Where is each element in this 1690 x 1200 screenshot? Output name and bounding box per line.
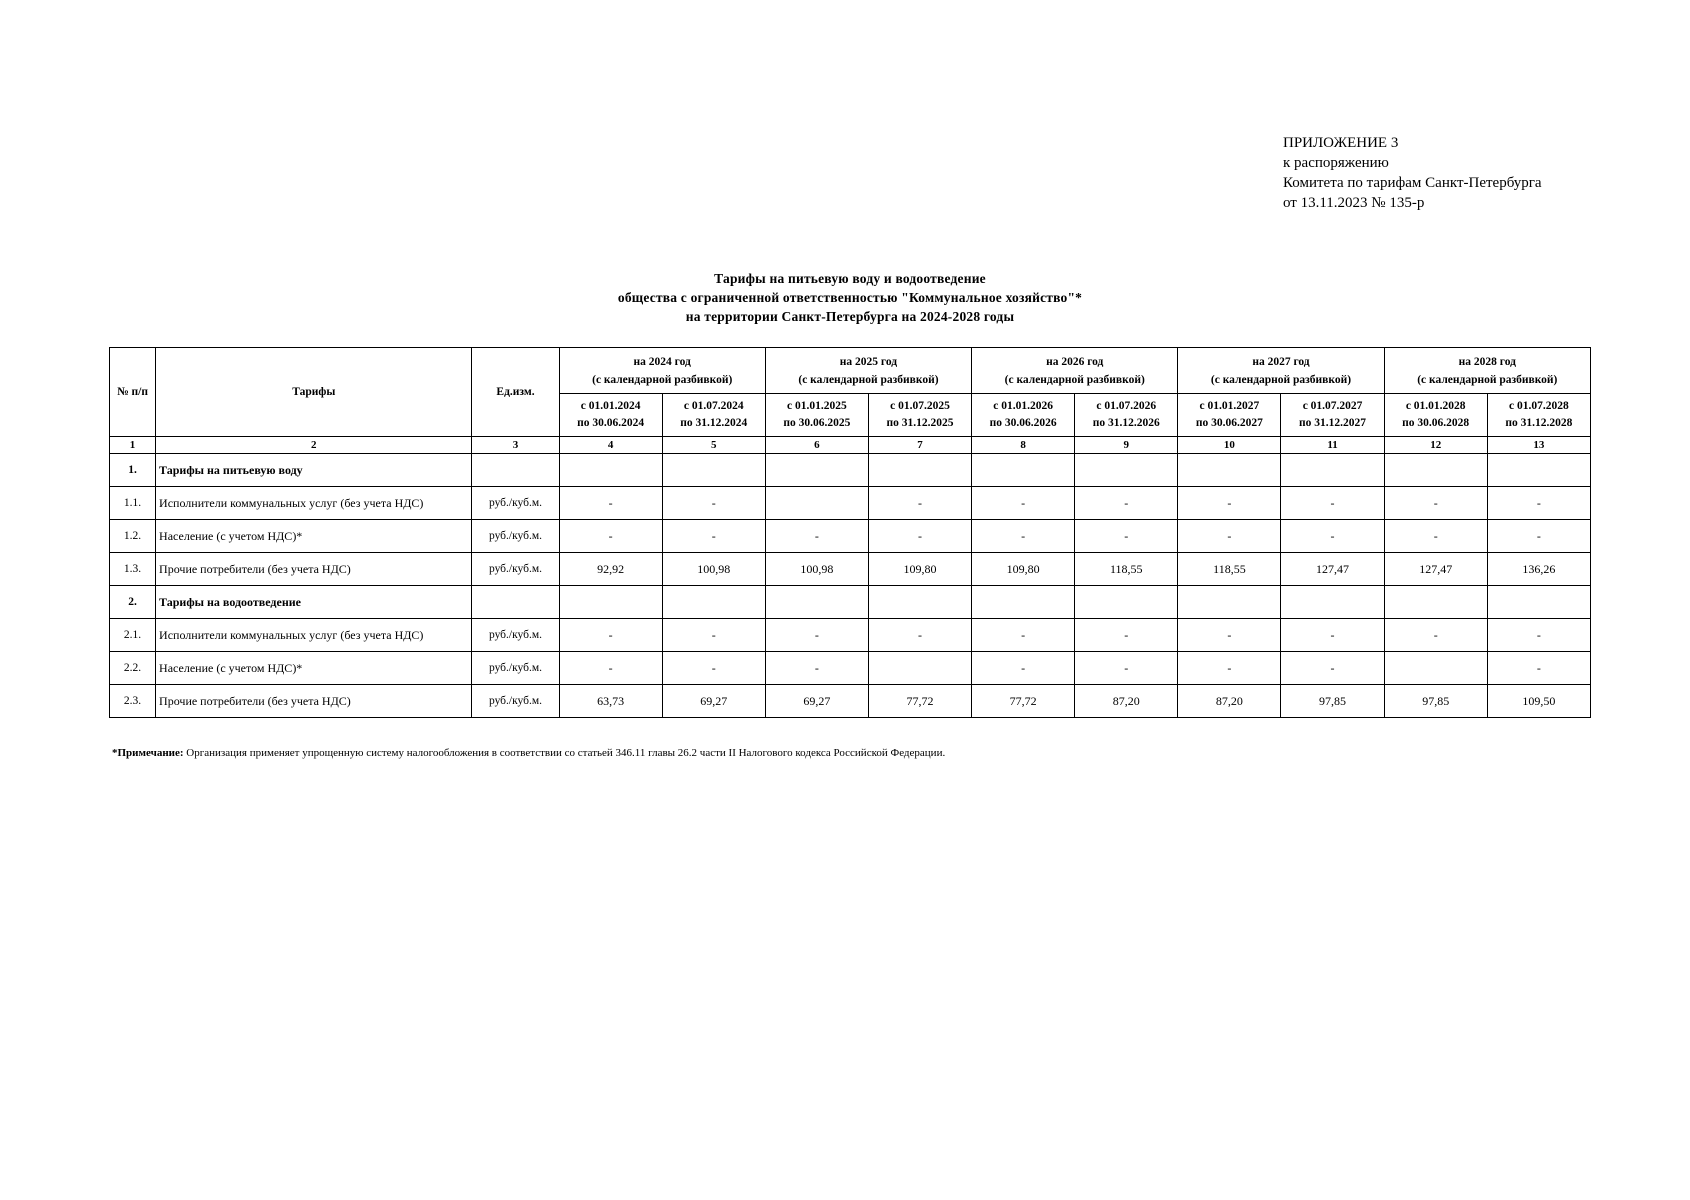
tariff-value: - [559, 619, 662, 652]
tariff-value [1384, 454, 1487, 487]
header-year [1178, 348, 1384, 394]
tariff-value: 87,20 [1075, 685, 1178, 718]
tariff-value: 118,55 [1178, 553, 1281, 586]
column-number-row [110, 437, 1591, 454]
column-number: 13 [1487, 437, 1590, 454]
document-title [110, 269, 1590, 326]
appendix-line: к распоряжению [1283, 155, 1389, 171]
tariff-value: - [765, 520, 868, 553]
period-from: с 01.07.2026 [1096, 400, 1157, 412]
column-number: 1 [110, 437, 156, 454]
row-name: Исполнители коммунальных услуг (без учета НДС) [156, 487, 472, 520]
footnote-text: Организация применяет упрощенную систему налогообложения в соответствии со статьей 346.11 главы 26.2 части II Налогового кодекса Российской Федерации. [183, 747, 946, 759]
column-number: 8 [972, 437, 1075, 454]
tariff-value [1487, 586, 1590, 619]
tariff-value: - [868, 487, 971, 520]
appendix-date: от 13.11.2023 № 135-р [1283, 195, 1425, 211]
section-row [110, 586, 1591, 619]
header-period [662, 394, 765, 437]
header-period [559, 394, 662, 437]
tariff-value [1281, 454, 1384, 487]
year-label: на 2028 год [1458, 355, 1516, 368]
tariff-value: 127,47 [1384, 553, 1487, 586]
row-unit: руб./куб.м. [472, 520, 559, 553]
tariff-value: 109,80 [868, 553, 971, 586]
tariff-value: 63,73 [559, 685, 662, 718]
header-tariffs: Тарифы [156, 348, 472, 437]
column-number: 3 [472, 437, 559, 454]
header-year [1384, 348, 1590, 394]
tariff-value: 97,85 [1281, 685, 1384, 718]
tariff-value: - [972, 520, 1075, 553]
tariff-value: - [1487, 520, 1590, 553]
tariff-value: 77,72 [868, 685, 971, 718]
header-period [1178, 394, 1281, 437]
column-number: 7 [868, 437, 971, 454]
period-from: с 01.07.2024 [683, 400, 744, 412]
table-row [110, 652, 1591, 685]
header-period [1384, 394, 1487, 437]
tariff-value: - [559, 652, 662, 685]
tariff-value [662, 586, 765, 619]
tariff-table [109, 347, 1591, 718]
tariff-value: - [559, 487, 662, 520]
tariff-value: - [662, 619, 765, 652]
tariff-value: - [1487, 487, 1590, 520]
header-period [765, 394, 868, 437]
header-year [559, 348, 765, 394]
title-line: Тарифы на питьевую воду и водоотведение [714, 271, 986, 286]
tariff-value: 136,26 [1487, 553, 1590, 586]
tariff-value [1075, 586, 1178, 619]
column-number: 5 [662, 437, 765, 454]
period-to: по 31.12.2026 [1092, 417, 1160, 429]
row-index: 1.1. [110, 487, 156, 520]
tariff-value: - [1178, 652, 1281, 685]
tariff-value: - [972, 619, 1075, 652]
header-year [972, 348, 1178, 394]
period-to: по 30.06.2025 [783, 417, 851, 429]
tariff-value: - [1487, 619, 1590, 652]
year-sublabel: (с календарной разбивкой) [1210, 373, 1352, 386]
header-unit: Ед.изм. [472, 348, 559, 437]
column-number: 9 [1075, 437, 1178, 454]
tariff-value: - [1281, 520, 1384, 553]
table-row [110, 520, 1591, 553]
header-period [1487, 394, 1590, 437]
tariff-value: - [1178, 487, 1281, 520]
period-to: по 30.06.2026 [989, 417, 1057, 429]
header-period [972, 394, 1075, 437]
header-row-years [110, 348, 1591, 394]
tariff-value: - [662, 487, 765, 520]
period-from: с 01.01.2024 [580, 400, 641, 412]
tariff-value [559, 454, 662, 487]
tariff-value [559, 586, 662, 619]
tariff-value: 109,80 [972, 553, 1075, 586]
year-label: на 2025 год [839, 355, 898, 368]
row-index: 2.2. [110, 652, 156, 685]
tariff-value: 118,55 [1075, 553, 1178, 586]
tariff-value: 97,85 [1384, 685, 1487, 718]
row-name: Исполнители коммунальных услуг (без учета НДС) [156, 619, 472, 652]
tariff-value: 69,27 [765, 685, 868, 718]
period-from: с 01.01.2027 [1199, 400, 1260, 412]
row-unit [472, 586, 559, 619]
tariff-value: - [765, 652, 868, 685]
period-from: с 01.01.2026 [993, 400, 1054, 412]
table-row [110, 685, 1591, 718]
year-sublabel: (с календарной разбивкой) [798, 373, 939, 386]
year-label: на 2027 год [1252, 355, 1310, 368]
row-index: 1.3. [110, 553, 156, 586]
row-unit: руб./куб.м. [472, 619, 559, 652]
footnote [112, 747, 945, 759]
tariff-value [868, 652, 971, 685]
tariff-value: - [1075, 487, 1178, 520]
tariff-value [1075, 454, 1178, 487]
tariff-value [765, 487, 868, 520]
row-unit: руб./куб.м. [472, 685, 559, 718]
tariff-value: - [972, 652, 1075, 685]
row-index: 1. [110, 454, 156, 487]
tariff-value: 69,27 [662, 685, 765, 718]
row-name: Население (с учетом НДС)* [156, 520, 472, 553]
period-to: по 31.12.2024 [680, 417, 748, 429]
row-name: Прочие потребители (без учета НДС) [156, 553, 472, 586]
table-row [110, 619, 1591, 652]
tariff-value: - [1178, 619, 1281, 652]
tariff-value: - [1075, 619, 1178, 652]
header-year [765, 348, 971, 394]
tariff-value [1178, 586, 1281, 619]
tariff-value: 92,92 [559, 553, 662, 586]
period-to: по 30.06.2027 [1195, 417, 1263, 429]
period-to: по 30.06.2028 [1402, 417, 1470, 429]
column-number: 2 [156, 437, 472, 454]
tariff-value: - [765, 619, 868, 652]
tariff-value: 109,50 [1487, 685, 1590, 718]
period-from: с 01.07.2028 [1509, 400, 1569, 412]
column-number: 6 [765, 437, 868, 454]
row-unit: руб./куб.м. [472, 487, 559, 520]
year-sublabel: (с календарной разбивкой) [1004, 373, 1145, 386]
year-label: на 2024 год [633, 355, 691, 368]
period-from: с 01.07.2025 [890, 400, 950, 412]
header-period [1281, 394, 1384, 437]
tariff-value [972, 454, 1075, 487]
period-from: с 01.01.2025 [787, 400, 847, 412]
column-number: 12 [1384, 437, 1487, 454]
tariff-value [1384, 652, 1487, 685]
tariff-value: 77,72 [972, 685, 1075, 718]
tariff-value: - [1384, 619, 1487, 652]
period-to: по 30.06.2024 [577, 417, 645, 429]
tariff-value: - [662, 652, 765, 685]
tariff-value: - [1384, 520, 1487, 553]
tariff-value [1178, 454, 1281, 487]
tariff-value: - [1075, 520, 1178, 553]
tariff-value [868, 454, 971, 487]
table-row [110, 553, 1591, 586]
tariff-value: - [1487, 652, 1590, 685]
column-number: 4 [559, 437, 662, 454]
title-line: общества с ограниченной ответственностью "Коммунальное хозяйство"* [617, 290, 1083, 305]
appendix-title: ПРИЛОЖЕНИЕ 3 [1283, 135, 1399, 151]
appendix-header [1283, 133, 1542, 213]
period-to: по 31.12.2025 [886, 417, 954, 429]
appendix-line: Комитета по тарифам Санкт-Петербурга [1283, 175, 1542, 191]
tariff-value: - [868, 619, 971, 652]
row-name: Население (с учетом НДС)* [156, 652, 472, 685]
tariff-value: - [1281, 487, 1384, 520]
header-period [868, 394, 971, 437]
row-name: Прочие потребители (без учета НДС) [156, 685, 472, 718]
table-row [110, 487, 1591, 520]
row-unit [472, 454, 559, 487]
column-number: 10 [1178, 437, 1281, 454]
tariff-value: - [559, 520, 662, 553]
year-label: на 2026 год [1046, 355, 1104, 368]
period-to: по 31.12.2028 [1505, 417, 1573, 429]
tariff-value: 127,47 [1281, 553, 1384, 586]
period-from: с 01.01.2028 [1405, 400, 1466, 412]
tariff-value: - [1075, 652, 1178, 685]
row-unit: руб./куб.м. [472, 652, 559, 685]
tariff-value [765, 586, 868, 619]
tariff-value: - [662, 520, 765, 553]
header-no: № п/п [110, 348, 156, 437]
footnote-label: *Примечание: [112, 747, 184, 759]
tariff-value [765, 454, 868, 487]
tariff-value [868, 586, 971, 619]
period-to: по 31.12.2027 [1299, 417, 1367, 429]
tariff-value [1384, 586, 1487, 619]
title-line: на территории Санкт-Петербурга на 2024-2028 годы [685, 309, 1015, 324]
tariff-value [972, 586, 1075, 619]
tariff-value: 100,98 [765, 553, 868, 586]
tariff-value: - [1281, 652, 1384, 685]
tariff-value: - [1178, 520, 1281, 553]
tariff-value: - [868, 520, 971, 553]
tariff-value: - [1384, 487, 1487, 520]
row-name: Тарифы на питьевую воду [156, 454, 472, 487]
row-index: 2.1. [110, 619, 156, 652]
row-index: 2. [110, 586, 156, 619]
tariff-value: 100,98 [662, 553, 765, 586]
tariff-value: - [972, 487, 1075, 520]
period-from: с 01.07.2027 [1302, 400, 1363, 412]
tariff-value: - [1281, 619, 1384, 652]
tariff-value [662, 454, 765, 487]
header-period [1075, 394, 1178, 437]
tariff-value [1281, 586, 1384, 619]
column-number: 11 [1281, 437, 1384, 454]
section-row [110, 454, 1591, 487]
tariff-value: 87,20 [1178, 685, 1281, 718]
year-sublabel: (с календарной разбивкой) [592, 373, 733, 386]
row-index: 2.3. [110, 685, 156, 718]
row-unit: руб./куб.м. [472, 553, 559, 586]
year-sublabel: (с календарной разбивкой) [1417, 373, 1558, 386]
row-index: 1.2. [110, 520, 156, 553]
row-name: Тарифы на водоотведение [156, 586, 472, 619]
tariff-value [1487, 454, 1590, 487]
